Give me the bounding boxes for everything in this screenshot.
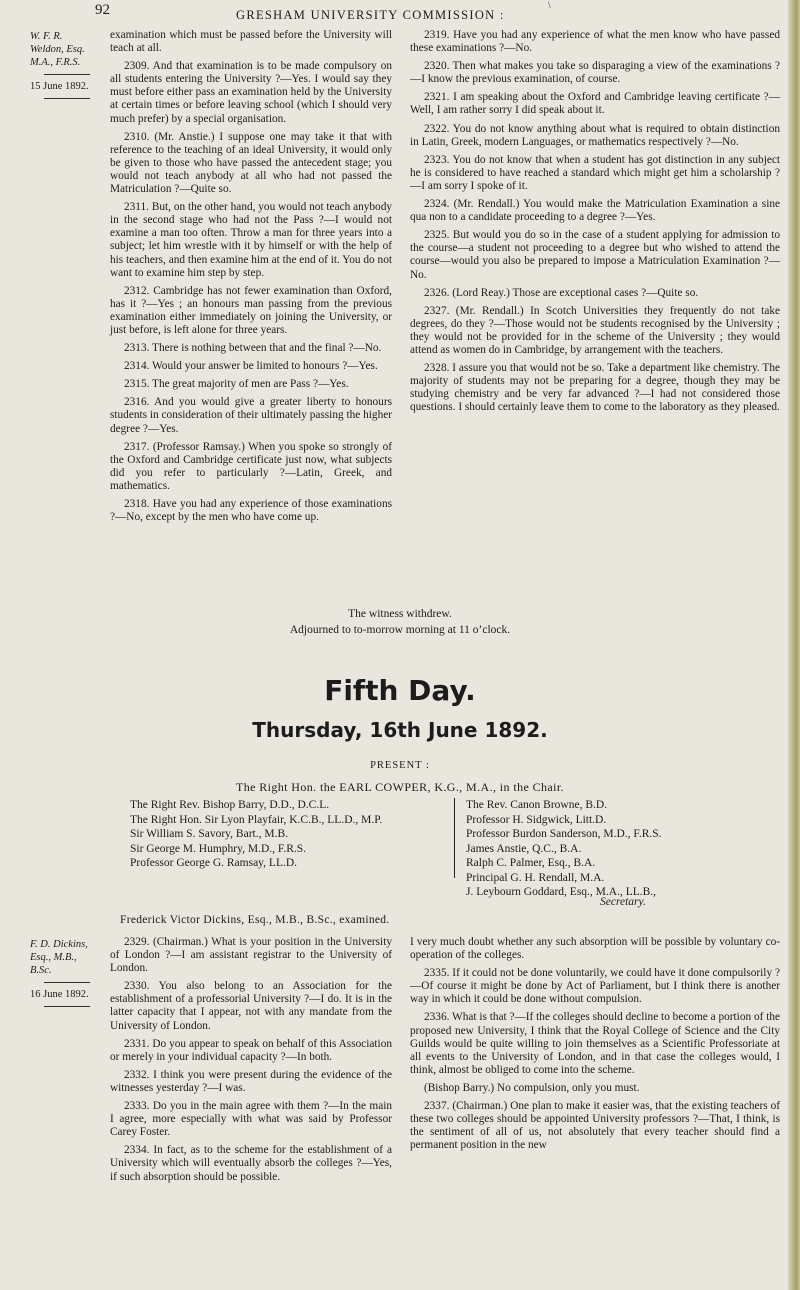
column-left-top: [110, 29, 392, 529]
members-right: [466, 798, 776, 900]
member: Sir George M. Humphry, M.D., F.R.S.: [130, 842, 307, 855]
member: J. Leybourn Goddard, Esq., M.A., LL.B.,: [466, 886, 657, 898]
margin-rule: [44, 982, 90, 983]
witness-date: 16 June 1892.: [30, 989, 89, 1000]
margin-rule: [44, 74, 90, 75]
paragraph: 2315. The great majority of men are Pass ?—Yes.: [124, 378, 349, 391]
member: Professor H. Sidgwick, Litt.D.: [466, 813, 607, 826]
witness-withdrew: The witness withdrew.: [348, 608, 452, 620]
witness-name-2: Esq., M.B.,: [30, 952, 77, 963]
witness-degrees: M.A., F.R.S.: [30, 57, 81, 68]
margin-rule: [44, 1006, 90, 1007]
paragraph: 2319. Have you had any experience of what the men know who have passed these examinations ?—No.: [410, 29, 780, 55]
witness-name: F. D. Dickins,: [30, 939, 88, 950]
paragraph: 2329. (Chairman.) What is your position in the University of London ?—I am assistant registrar to the University of London.: [110, 936, 392, 975]
running-header: GRESHAM UNIVERSITY COMMISSION :: [236, 8, 505, 22]
margin-note-dickins: [30, 938, 94, 1012]
chair-line: The Right Hon. the EARL COWPER, K.G., M.A., in the Chair.: [235, 780, 564, 794]
paragraph: 2309. And that examination is to be made compulsory on all students entering the University ?—Yes. I would say they must before either pass an examination held by the University at certain times or before leaving school (which I should very much prefer) by a special organisation.: [110, 60, 392, 125]
adjourned-note: Adjourned to to-morrow morning at 11 o’clock.: [289, 624, 511, 636]
present-label: PRESENT :: [370, 760, 430, 771]
paragraph: 2320. Then what makes you take so disparaging a view of the examinations ?—I know the previous examination, of course.: [410, 60, 780, 86]
member: Ralph C. Palmer, Esq., B.A.: [466, 857, 596, 869]
secretary-label: Secretary.: [600, 896, 646, 908]
paragraph: 2322. You do not know anything about what is required to obtain distinction in Latin, Greek, modern Languages, or mathematics respectively ?—No.: [410, 122, 780, 148]
day-title: Fifth Day.: [324, 674, 476, 707]
paragraph: 2336. What is that ?—If the colleges should decline to become a portion of the proposed new University, I think that the Royal College of Science and the City Guilds would be quite willing to join themselves as a Scientific Professoriate at all events to the University of London, and in that case the colleges would, I think, almost be obliged to come into the scheme.: [410, 1011, 780, 1076]
witness-date: 15 June 1892.: [30, 81, 89, 92]
paragraph: 2316. And you would give a greater liberty to honours students in consideration of their ultimately passing the higher degree ?—Yes.: [110, 396, 392, 435]
paragraph: 2335. If it could not be done voluntarily, we could have it done compulsorily ?—Of course it might be done by Act of Parliament, but I think there is another way in which it could be done without compulsion.: [410, 967, 780, 1006]
paragraph: 2313. There is nothing between that and the final ?—No.: [124, 342, 382, 355]
margin-rule: [44, 98, 90, 99]
member: Professor Burdon Sanderson, M.D., F.R.S.: [466, 828, 662, 840]
paragraph: 2311. But, on the other hand, you would not teach anybody in the second stage who had not the Pass ?—I would not examine a man too often. Throw a man for three years into a subject; let him wrestle with it by himself or with the help of his teachers, and then examine him at the end of it. You do not want to examine him step by step.: [110, 201, 392, 279]
paragraph: 2331. Do you appear to speak on behalf of this Association or merely in your individual capacity ?—In both.: [110, 1037, 392, 1063]
page-edge: [788, 0, 800, 1290]
column-right-top: [410, 29, 780, 419]
paragraph: 2328. I assure you that would not be so. Take a department like chemistry. The majority of students may not be preparing for a degree, though they may be studying chemistry and be very far advanced ?—I had not considered those questions. I should certainly leave them to come to the laboratory as they pleased.: [410, 362, 780, 414]
paragraph: (Bishop Barry.) No compulsion, only you must.: [424, 1081, 640, 1094]
witness-name: W. F. R.: [30, 31, 63, 42]
member: The Right Hon. Sir Lyon Playfair, K.C.B., LL.D., M.P.: [130, 813, 383, 826]
paragraph: 2317. (Professor Ramsay.) When you spoke so strongly of the Oxford and Cambridge certificate just now, what subjects did you refer to particularly ?—Latin, Greek, and mathematics.: [110, 440, 392, 492]
witness-name-2: Weldon, Esq.: [30, 44, 85, 55]
paragraph: 2314. Would your answer be limited to honours ?—Yes.: [124, 360, 378, 373]
page-mark: \: [548, 0, 551, 10]
member: James Anstie, Q.C., B.A.: [466, 842, 582, 855]
column-left-bottom: [110, 936, 392, 1189]
members-divider: [454, 798, 455, 878]
paragraph: 2312. Cambridge has not fewer examination than Oxford, has it ?—Yes ; an honours man passing from the previous examination either immediately on joining the University, or just before, is left alone for three years.: [110, 284, 392, 336]
member: Professor George G. Ramsay, LL.D.: [130, 857, 298, 869]
paragraph: I very much doubt whether any such absorption will be possible by voluntary co-operation of the colleges.: [410, 936, 780, 962]
day-date: Thursday, 16th June 1892.: [252, 718, 548, 742]
paragraph: 2326. (Lord Reay.) Those are exceptional cases ?—Quite so.: [424, 286, 699, 299]
paragraph: 2310. (Mr. Anstie.) I suppose one may take it that with reference to the teaching of an ideal University, it would only be given to those who have passed the antecedent stage; you would not teach anybody at all who had not passed the Matriculation ?—Quite so.: [110, 130, 392, 196]
member: Principal G. H. Rendall, M.A.: [466, 871, 605, 884]
paragraph: 2330. You also belong to an Association for the establishment of a professorial University ?—I do. It is in the latter capacity that I appear, not with any mandate from the University of London.: [110, 980, 392, 1032]
paragraph: 2321. I am speaking about the Oxford and Cambridge leaving certificate ?—Well, I am rather sorry I did speak about it.: [410, 91, 780, 117]
witness-degrees: B.Sc.: [30, 965, 52, 976]
paragraph: 2318. Have you had any experience of those examinations ?—No, except by the men who have come up.: [110, 498, 392, 524]
column-right-bottom: [410, 936, 780, 1152]
margin-note-weldon: [30, 30, 94, 104]
paragraph: 2325. But would you do so in the case of a student applying for admission to the course—a student not proceeding to a degree but who wished to attend the course—would you also be prepared to impose a Matriculation Examination ?—No.: [410, 229, 780, 281]
member: Sir William S. Savory, Bart., M.B.: [130, 828, 288, 840]
paragraph: 2333. Do you in the main agree with them ?—In the main I agree, more especially with what was said by Professor Carey Foster.: [110, 1100, 392, 1139]
member: The Right Rev. Bishop Barry, D.D., D.C.L.: [130, 799, 330, 811]
examined-line: Frederick Victor Dickins, Esq., M.B., B.Sc., examined.: [120, 914, 390, 926]
paragraph: 2337. (Chairman.) One plan to make it easier was, that the existing teachers of these two colleges should be appointed University professors ?—That, I think, is the sentiment of all of us, not absolutely that every teacher should find a permanent position in the new: [410, 1100, 780, 1152]
paragraph: 2323. You do not know that when a student has got distinction in any subject he is considered to have reached a standard which might get him a scholarship ?—I am sorry I spoke of it.: [410, 153, 780, 192]
paragraph: 2324. (Mr. Rendall.) You would make the Matriculation Examination a sine qua non to a candidate proceeding to a degree ?—Yes.: [410, 198, 780, 224]
paragraph: 2332. I think you were present during the evidence of the witnesses yesterday ?—I was.: [110, 1068, 392, 1094]
paragraph: examination which must be passed before the University will teach at all.: [110, 29, 392, 55]
paragraph: 2334. In fact, as to the scheme for the establishment of a University which will eventually absorb the colleges ?—Yes, if such absorption should be possible.: [110, 1144, 392, 1183]
member: The Rev. Canon Browne, B.D.: [466, 799, 608, 811]
paragraph: 2327. (Mr. Rendall.) In Scotch Universities they frequently do not take degrees, do they ?—Those would not be students recognised by the University ; they would not be provided for in the scheme of the University ; they would attend as women do in Cambridge, by arrangement with the teachers.: [410, 304, 780, 356]
page-number: 92: [95, 2, 110, 18]
members-left: [130, 798, 450, 871]
